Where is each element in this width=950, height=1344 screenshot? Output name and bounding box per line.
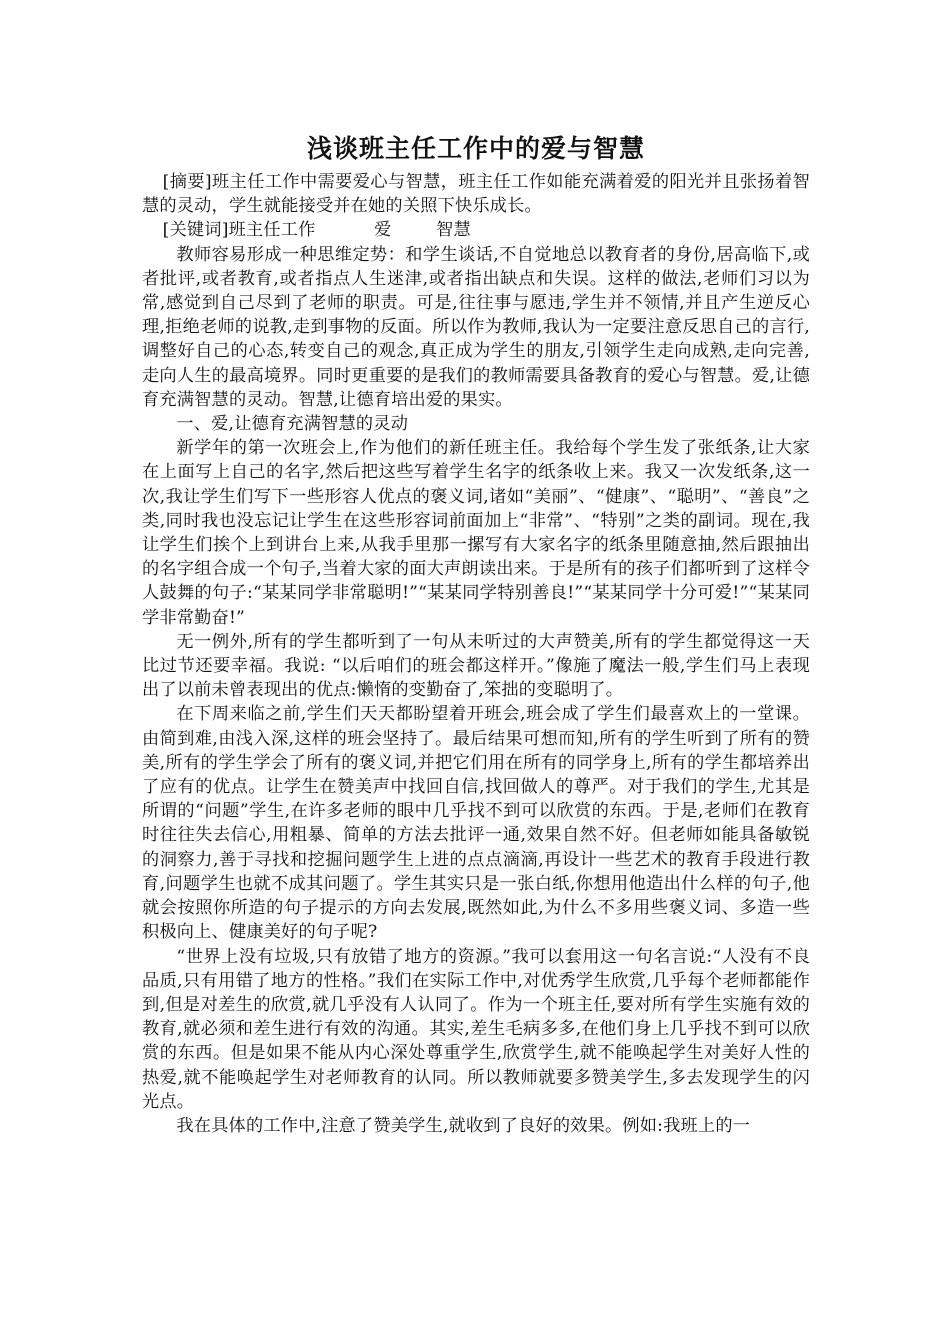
body-paragraph: “世界上没有垃圾,只有放错了地方的资源。”我可以套用这一句名言说:“人没有不良品质,只有用错了地方的性格。”我们在实际工作中,对优秀学生欣赏,几乎每个老师都能作到,但是对差生的欣赏,就几乎没有人认同了。作为一个班主任,要对所有学生实施有效的教育,就必须和差生进行有效的沟通。其实,差生毛病多多,在他们身上几乎找不到可以欣赏的东西。但是如果不能从内心深处尊重学生,欣赏学生,就不能唤起学生对美好人性的热爱,就不能唤起学生对老师教育的认同。所以教师就要多赞美学生,多去发现学生的闪光点。 — [142, 946, 810, 1112]
keyword-item: 爱 — [374, 220, 392, 241]
keywords-label: [关键词] — [162, 220, 229, 241]
document-page — [142, 128, 810, 1138]
body-paragraph: 我在具体的工作中,注意了赞美学生,就收到了良好的效果。例如:我班上的一 — [176, 1115, 751, 1136]
body-paragraph: 在下周来临之前,学生们天天都盼望着开班会,班会成了学生们最喜欢上的一堂课。由简到难,由浅入深,这样的班会坚持了。最后结果可想而知,所有的学生听到了所有的赞美,所有的学生学会了所有的褒义词,并把它们用在所有的同学身上,所有的学生都培养出了应有的优点。让学生在赞美声中找回自信,找回做人的尊严。对于我们的学生,尤其是所谓的“问题”学生,在许多老师的眼中几乎找不到可以欣赏的东西。于是,老师们在教育时往往失去信心,用粗暴、简单的方法去批评一通,效果自然不好。但老师如能具备敏锐的洞察力,善于寻找和挖掘问题学生上进的点点滴滴,再设计一些艺术的教育手段进行教育,问题学生也就不成其问题了。学生其实只是一张白纸,你想用他造出什么样的句子,他就会按照你所造的句子提示的方向去发展,既然如此,为什么不多用些褒义词、多造一些积极向上、健康美好的句子呢? — [142, 704, 810, 943]
body-paragraph: 无一例外,所有的学生都听到了一句从未听过的大声赞美,所有的学生都觉得这一天比过节还要幸福。我说: “以后咱们的班会都这样开。”像施了魔法一般,学生们马上表现出了以前未曾表现出的优点:懒惰的变勤奋了,笨拙的变聪明了。 — [142, 631, 810, 701]
abstract-paragraph: [摘要]班主任工作中需要爱心与智慧，班主任工作如能充满着爱的阳光并且张扬着智慧的灵动，学生就能接受并在她的关照下快乐成长。 — [142, 172, 810, 217]
section-heading: 一、爱,让德育充满智慧的灵动 — [176, 414, 409, 435]
body-paragraph: 教师容易形成一种思维定势：和学生谈话,不自觉地总以教育者的身份,居高临下,或者批评,或者教育,或者指点人生迷津,或者指出缺点和失误。这样的做法,老师们习以为常,感觉到自己尽到了老师的职责。可是,往往事与愿违,学生并不领情,并且产生逆反心理,拒绝老师的说教,走到事物的反面。所以作为教师,我认为一定要注意反思自己的言行,调整好自己的心态,转变自己的观念,真正成为学生的朋友,引领学生走向成熟,走向完善,走向人生的最高境界。同时更重要的是我们的教师需要具备教育的爱心与智慧。爱,让德育充满智慧的灵动。智慧,让德育培出爱的果实。 — [142, 244, 810, 410]
document-title: 浅谈班主任工作中的爱与智慧 — [306, 134, 645, 163]
keyword-item: 智慧 — [436, 220, 471, 241]
keyword-item: 班主任工作 — [228, 220, 316, 241]
body-paragraph: 新学年的第一次班会上,作为他们的新任班主任。我给每个学生发了张纸条,让大家在上面写上自己的名字,然后把这些写着学生名字的纸条收上来。我又一次发纸条,这一次,我让学生们写下一些形容人优点的褒义词,诸如“美丽”、“健康”、“聪明”、“善良”之类,同时我也没忘记让学生在这些形容词前面加上“非常”、“特别”之类的副词。现在,我让学生们挨个上到讲台上来,从我手里那一摞写有大家名字的纸条里随意抽,然后跟抽出的名字组合成一个句子,当着大家的面大声朗读出来。于是所有的孩子们都听到了这样令人鼓舞的句子:“某某同学非常聪明!”“某某同学特别善良!”“某某同学十分可爱!”“某某同学非常勤奋!” — [142, 438, 810, 628]
keywords-line — [142, 218, 810, 242]
